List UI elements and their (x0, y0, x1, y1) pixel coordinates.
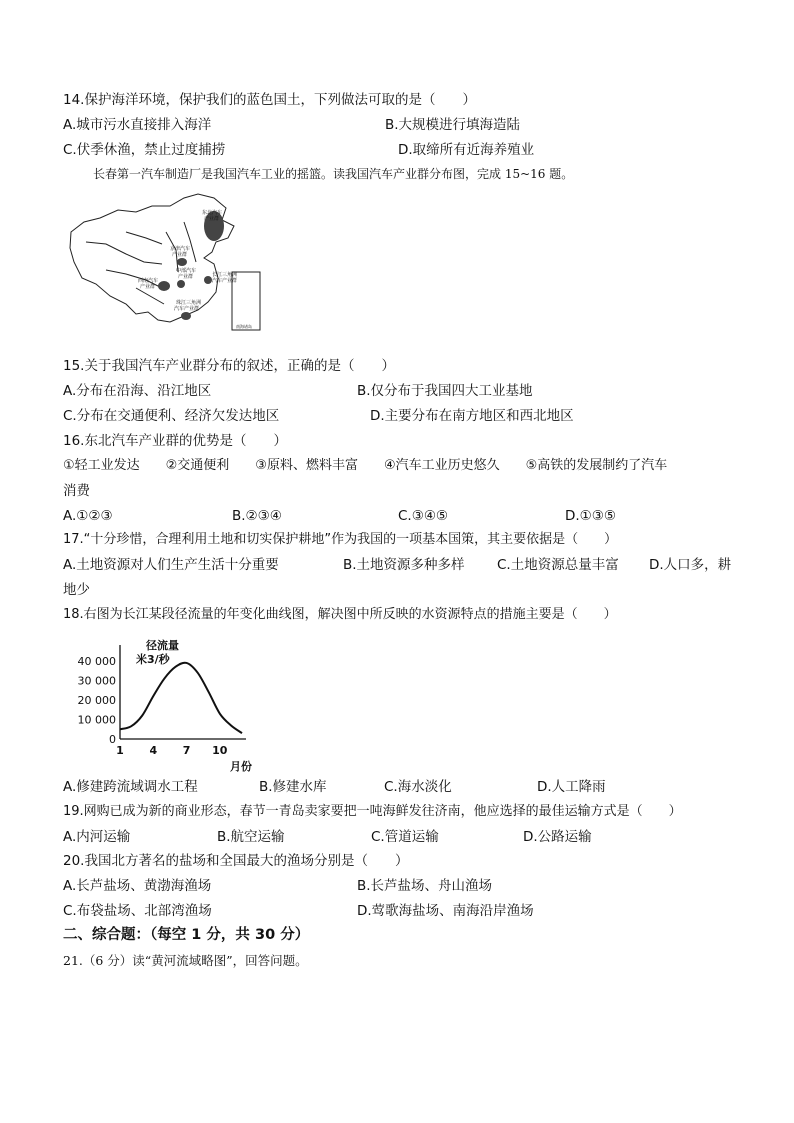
chart-ytick-label: 30 000 (77, 674, 116, 688)
q16-option-a: A.①②③ (63, 508, 113, 524)
chart-ytick-label: 20 000 (77, 694, 116, 707)
q14-stem: 14.保护海洋环境，保护我们的蓝色国土，下列做法可取的是（ ） (63, 92, 476, 108)
map-label-jingjin-2: 产业群 (172, 252, 188, 258)
q15-stem: 15.关于我国汽车产业群分布的叙述，正确的是（ ） (63, 358, 395, 374)
q16-stem: 16.东北汽车产业群的优势是（ ） (63, 433, 287, 449)
q16-items-line2: 消费 (63, 483, 90, 499)
q17-option-b: B.土地资源多种多样 (343, 557, 465, 573)
map-label-central-1: 中部汽车 (176, 268, 197, 274)
chart-xtick-label: 1 (116, 744, 124, 757)
q20-stem: 20.我国北方著名的盐场和全国最大的渔场分别是（ ） (63, 853, 409, 869)
q18-option-c: C.海水淡化 (384, 779, 452, 795)
chart-yunit: 米3/秒 (136, 653, 170, 666)
q16-items-line1: ①轻工业发达 ②交通便利 ③原料、燃料丰富 ④汽车工业历史悠久 ⑤高铁的发展制约了汽车 (63, 458, 668, 473)
car-industry-map (66, 192, 266, 334)
q19-option-a: A.内河运输 (63, 829, 131, 845)
q16-option-c: C.③④⑤ (398, 508, 449, 524)
map-label-southwest-1: 西南汽车 (138, 278, 159, 284)
q14-option-b: B.大规模进行填海造陆 (385, 117, 521, 133)
q19-stem: 19.网购已成为新的商业形态，春节一青岛卖家要把一吨海鲜发往济南，他应选择的最佳运输方式是（ ） (63, 804, 682, 819)
q15-option-d: D.主要分布在南方地区和西北地区 (370, 408, 574, 424)
map-label-yangtze-1: 长江三角洲 (212, 272, 238, 278)
map-label-yangtze-2: 汽车产业群 (212, 278, 238, 284)
q17-option-a: A.土地资源对人们生产生活十分重要 (63, 557, 279, 573)
runoff-chart (70, 637, 260, 773)
q20-option-a: A.长芦盐场、黄渤海渔场 (63, 878, 212, 894)
q18-option-b: B.修建水库 (259, 779, 327, 795)
q21-stem: 21.（6 分）读“黄河流域略图”，回答问题。 (63, 953, 308, 968)
map-label-southwest-2: 产业群 (140, 284, 156, 290)
q20-option-d: D.莺歌海盐场、南海沿岸渔场 (357, 903, 534, 919)
chart-xlabel: 月份 (230, 760, 252, 773)
chart-ytick-label: 0 (109, 733, 116, 746)
q18-option-a: A.修建跨流域调水工程 (63, 779, 198, 795)
q14-option-d: D.取缔所有近海养殖业 (398, 142, 535, 158)
runoff-series-line (120, 663, 242, 733)
intro-15-16: 长春第一汽车制造厂是我国汽车工业的摇篮。读我国汽车产业群分布图，完成 15~16 题。 (93, 167, 574, 181)
map-label-northeast-1: 东北汽车 (202, 210, 223, 216)
chart-xtick-label: 7 (182, 744, 191, 757)
map-label-central-2: 产业群 (178, 274, 194, 280)
chart-xtick-label: 4 (149, 744, 158, 757)
chart-xtick-label: 10 (212, 744, 228, 757)
q17-option-d-cont: 地少 (63, 582, 90, 598)
q17-option-d: D.人口多，耕 (649, 557, 732, 573)
q18-stem: 18.右图为长江某段径流量的年变化曲线图，解决图中所反映的水资源特点的措施主要是（ ） (63, 607, 617, 622)
map-label-pearl-2: 汽车产业群 (174, 306, 200, 312)
chart-ytick-label: 10 000 (77, 713, 116, 727)
q14-option-a: A.城市污水直接排入海洋 (63, 117, 212, 133)
q17-stem: 17.“十分珍惜，合理利用土地和切实保护耕地”作为我国的一项基本国策，其主要依据是（ ） (63, 532, 618, 547)
q14-option-c: C.伏季休渔，禁止过度捕捞 (63, 142, 226, 158)
q19-option-c: C.管道运输 (371, 829, 439, 845)
q15-option-b: B.仅分布于我国四大工业基地 (357, 383, 533, 399)
section-2-heading: 二、综合题：（每空 1 分，共 30 分） (63, 927, 310, 943)
q15-option-a: A.分布在沿海、沿江地区 (63, 383, 212, 399)
map-label-jingjin-1: 京津汽车 (170, 246, 191, 252)
q20-option-b: B.长芦盐场、舟山渔场 (357, 878, 493, 894)
map-label-inset: 南海诸岛 (236, 324, 252, 329)
map-label-northeast-2: 产业群 (204, 216, 220, 222)
map-label-pearl-1: 珠江三角洲 (176, 300, 202, 306)
q19-option-d: D.公路运输 (523, 829, 592, 845)
q19-option-b: B.航空运输 (217, 829, 285, 845)
q16-option-d: D.①③⑤ (565, 508, 616, 524)
q20-option-c: C.布袋盐场、北部湾渔场 (63, 903, 212, 919)
q17-option-c: C.土地资源总量丰富 (497, 557, 619, 573)
chart-ylabel: 径流量 (146, 639, 179, 652)
q15-option-c: C.分布在交通便利、经济欠发达地区 (63, 408, 280, 424)
q18-option-d: D.人工降雨 (537, 779, 606, 795)
chart-ytick-label: 40 000 (77, 655, 116, 668)
q16-option-b: B.②③④ (232, 508, 282, 524)
